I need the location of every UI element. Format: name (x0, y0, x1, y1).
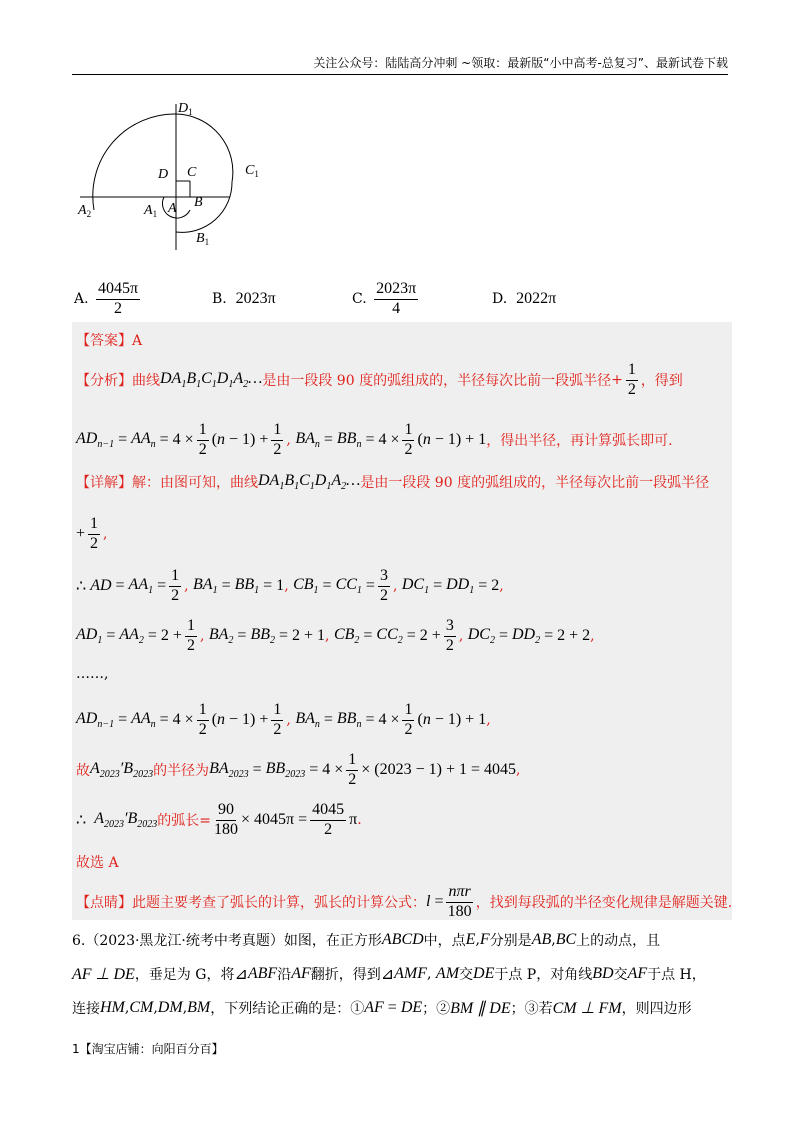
detail-general: $AD_{n-1}$ = $AA_n$ = 4 × $\frac{1}{2}$ (n − 1) + $\frac{1}{2}$ , $BA_n$ = $BB_n$ = 4 × $\frac{1}{2}$ (n − 1) + 1 , (76, 701, 491, 738)
detail-step-2: $AD_1$ = $AA_2$ = 2 + $\frac{1}{2}$ , $BA_2$ = $BB_2$ = 2 + 1 , $CB_2$ = $CC_2$ = 2 + $\frac{3}{2}$ , $DC_2$ = $DD_2$ = 2 + 2 , (76, 617, 595, 654)
detail-arc-length: ∴ $A_{2023}'B_{2023}$ 的弧长= $\frac{90}{180}$ × 4045π = $\frac{4045}{2}$ π . (76, 801, 362, 838)
choice-b[interactable]: B. 2023π (212, 290, 276, 307)
label-c: C (187, 165, 197, 180)
detail-step-1: ∴ AD = $AA_1$ = $\frac{1}{2}$ , $BA_1$ = $BB_1$ = 1 , $CB_1$ = $CC_1$ = $\frac{3}{2}$ , $DC_1$ = $DD_1$ = 2 , (76, 567, 504, 604)
label-d1: $D_1$ (178, 101, 193, 117)
question-6-line-3: 连接 HM , CM , DM , BM ，下列结论正确的是：① AF = DE ；② BM ∥ DE ；③若 CM ⊥ FM ，则四边形 (72, 999, 692, 1017)
choice-a[interactable] (74, 278, 143, 320)
label-b1: $B_1$ (196, 231, 210, 247)
choice-a-label: A. (74, 291, 89, 307)
label-a: A (168, 201, 177, 216)
label-c1: $C_1$ (245, 163, 259, 179)
question-6-line-1: 6.（2023·黑龙江·统考中考真题）如图，在正方形 ABCD 中，点 E , F 分别是 AB , BC 上的动点，且 (72, 931, 661, 949)
detail-plus-half: + $\frac{1}{2}$ , (76, 515, 108, 552)
answer-line: 【答案】A (76, 333, 143, 349)
label-d: D (158, 167, 169, 182)
detail-ellipsis: ……, (76, 666, 109, 682)
solution-panel (72, 322, 732, 920)
spiral-figure (72, 92, 292, 252)
label-a2: $A_2$ (78, 203, 92, 219)
choose-line: 故选 A (76, 855, 119, 871)
analysis-formula-line: $AD_{n-1}$ = $AA_n$ = 4 × $\frac{1}{2}$ (n − 1) + $\frac{1}{2}$ , $BA_n$ = $BB_n$ = 4 × $\frac{1}{2}$ (n − 1) + 1 ， 得出半径，再计算弧长即可. (76, 421, 673, 458)
choice-d[interactable]: D. 2022π (492, 290, 557, 307)
answer-choices (72, 278, 732, 320)
choice-c-fraction: $\frac{2023\pi}{4}$ (376, 279, 417, 317)
choice-a-fraction: $\frac{4045\pi}{2}$ (98, 279, 139, 317)
label-a1: $A_1$ (144, 203, 158, 219)
page-header: 关注公众号：陆陆高分冲刺 ~领取：最新版“小中高考-总复习”、最新试卷下载 (72, 56, 728, 75)
choice-c[interactable]: C. $\frac{2023\pi}{4}$ (352, 279, 417, 317)
label-b: B (194, 195, 203, 210)
detail-radius: 故 $A_{2023}'B_{2023}$ 的半径为 $BA_{2023}$ = $BB_{2023}$ = 4 × $\frac{1}{2}$ × (2023 − 1) + 1 = 4045 , (76, 751, 521, 788)
analysis-line: 【分析】 曲线 $DA_1B_1C_1D_1A_2\dots$ 是由一段段 90 度的弧组成的，半径每次比前一段弧半径 + $\frac{1}{2}$ ，得到 (76, 361, 683, 398)
page-footer: 1【淘宝店铺：向阳百分百】 (72, 1042, 224, 1056)
detail-line: 【详解】 解：由图可知，曲线 $DA_1B_1C_1D_1A_2\dots$ 是由一段段 90 度的弧组成的，半径每次比前一段弧半径 (76, 472, 710, 493)
question-6-line-2: AF ⊥ DE ，垂足为 G，将 ⊿ ABF 沿 AF 翻折，得到 ⊿ AMF , AM 交 DE 于点 P，对角线 BD 交 AF 于点 H， (72, 965, 706, 983)
point-line: 【点睛】 此题主要考查了弧长的计算，弧长的计算公式： l = $\frac{\text{nπr}}{180}$ ，找到每段弧的半径变化规律是解题关键. (76, 883, 733, 920)
